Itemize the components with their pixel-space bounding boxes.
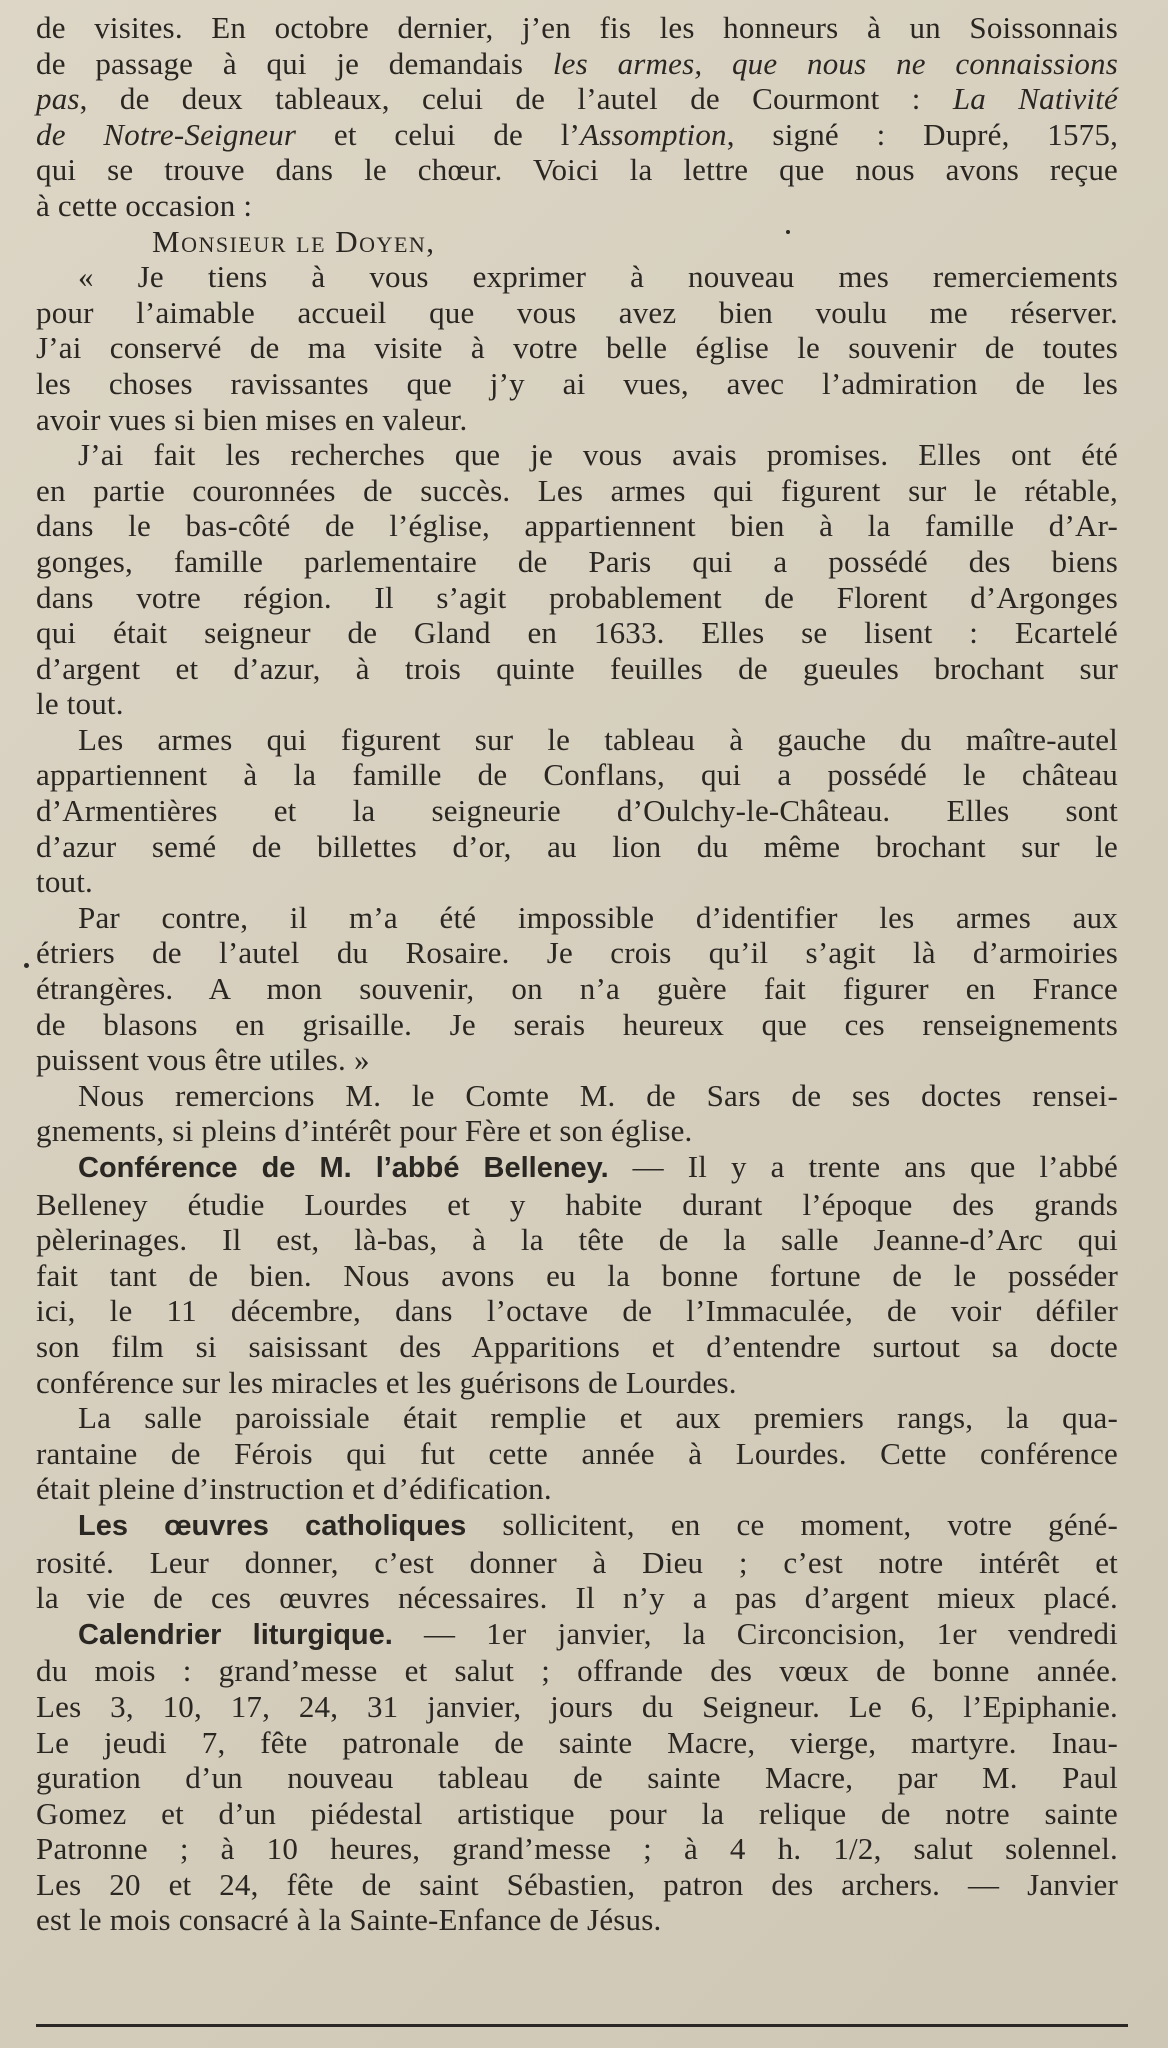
text-line: qui était seigneur de Gland en 1633. Elles se lisent : Ecartelé	[36, 615, 1118, 651]
text-line: rosité. Leur donner, c’est donner à Dieu ; c’est notre intérêt et	[36, 1544, 1118, 1580]
text-line: étrangères. A mon souvenir, on n’a guère fait figurer en France	[36, 971, 1118, 1007]
text-line: fait tant de bien. Nous avons eu la bonne fortune de le posséder	[36, 1257, 1118, 1293]
text-line: d’Armentières et la seigneurie d’Oulchy-le-Château. Elles sont	[36, 793, 1118, 829]
text-line: Nous remercions M. le Comte M. de Sars de ses doctes rensei-	[78, 1077, 1118, 1113]
section-heading-line: Calendrier liturgique. — 1er janvier, la Circoncision, 1er vendredi	[78, 1615, 1118, 1651]
paragraph-letter-research	[36, 437, 1118, 722]
bold-heading: Calendrier liturgique.	[78, 1618, 393, 1651]
text-line: en partie couronnées de succès. Les armes qui figurent sur le rétable,	[36, 472, 1118, 508]
text-line: qui se trouve dans le chœur. Voici la lettre que nous avons reçue	[36, 152, 1118, 188]
text-line: de visites. En octobre dernier, j’en fis les honneurs à un Soissonnais	[36, 10, 1118, 45]
text-line: « Je tiens à vous exprimer à nouveau mes remerciements	[78, 259, 1118, 295]
text-line: pour l’aimable accueil que vous avez bien voulu me réserver.	[36, 294, 1118, 330]
text-line: la vie de ces œuvres nécessaires. Il n’y a pas d’argent mieux placé.	[36, 1580, 1118, 1616]
bottom-rule	[36, 2024, 1128, 2027]
text-line: gnements, si pleins d’intérêt pour Fère et son église.	[36, 1113, 693, 1149]
text-line: de blasons en grisaille. Je serais heureux que ces renseignements	[36, 1006, 1118, 1042]
text-line: d’argent et d’azur, à trois quinte feuilles de gueules brochant sur	[36, 650, 1118, 686]
text-line: de passage à qui je demandais les armes, que nous ne connaissions	[36, 45, 1118, 81]
text-line: Gomez et d’un piédestal artistique pour la relique de notre sainte	[36, 1795, 1118, 1831]
section-heading-line: Conférence de M. l’abbé Belleney. — Il y a trente ans que l’abbé	[78, 1149, 1118, 1184]
text-line: puissent vous être utiles. »	[36, 1042, 370, 1078]
paragraph-letter-thanks	[36, 259, 1118, 437]
text-line: guration d’un nouveau tableau de sainte Macre, par M. Paul	[36, 1760, 1118, 1796]
text-line: appartiennent à la famille de Conflans, qui a possédé le château	[36, 757, 1118, 793]
text-line: Le jeudi 7, fête patronale de sainte Macre, vierge, martyre. Inau-	[36, 1724, 1118, 1760]
paragraph-letter-rosaire	[36, 900, 1118, 1078]
text-line: pas, de deux tableaux, celui de l’autel de Courmont : La Nativité	[36, 81, 1118, 117]
text-line: de Notre-Seigneur et celui de l’Assomption, signé : Dupré, 1575,	[36, 116, 1119, 152]
text-line: Belleney étudie Lourdes et y habite durant l’époque des grands	[36, 1186, 1118, 1222]
paragraph-conference	[36, 1149, 1118, 1400]
text-line: gonges, famille parlementaire de Paris qui a possédé des biens	[36, 543, 1118, 579]
text-line: rantaine de Férois qui fut cette année à Lourdes. Cette conférence	[36, 1435, 1118, 1471]
text-line: d’azur semé de billettes d’or, au lion du même brochant sur le	[36, 828, 1118, 864]
text-line: les choses ravissantes que j’y ai vues, avec l’admiration de les	[36, 365, 1118, 401]
text-line: son film si saisissant des Apparitions et d’entendre surtout sa docte	[36, 1328, 1118, 1364]
paragraph-salle	[36, 1400, 1118, 1507]
text-line: ici, le 11 décembre, dans l’octave de l’Immaculée, de voir défiler	[36, 1293, 1118, 1329]
text-line: à cette occasion :	[36, 187, 253, 223]
text-line: étriers de l’autel du Rosaire. Je crois qu’il s’agit là d’armoiries	[36, 935, 1118, 971]
section-heading-line: Les œuvres catholiques sollicitent, en ce moment, votre géné-	[78, 1506, 1118, 1542]
text-line: était pleine d’instruction et d’édification.	[36, 1471, 552, 1507]
text-line: Les armes qui figurent sur le tableau à gauche du maître-autel	[78, 721, 1118, 757]
letter-salutation: Monsieur le Doyen,	[152, 223, 436, 259]
paragraph-thanks-comte	[36, 1078, 1118, 1149]
text-line: le tout.	[36, 686, 124, 722]
paragraph-oeuvres	[36, 1507, 1118, 1616]
text-line: La salle paroissiale était remplie et aux premiers rangs, la qua-	[78, 1400, 1118, 1436]
text-line: Les 3, 10, 17, 24, 31 janvier, jours du Seigneur. Le 6, l’Epiphanie.	[36, 1688, 1118, 1724]
ink-speck	[24, 963, 29, 968]
text-line: est le mois consacré à la Sainte-Enfance de Jésus.	[36, 1902, 662, 1938]
italic-phrase: les armes, que nous ne connaissions	[552, 45, 1118, 81]
text-line: avoir vues si bien mises en valeur.	[36, 401, 468, 437]
italic-phrase: de Notre-Seigneur	[36, 116, 297, 152]
paragraph-letter-conflans	[36, 722, 1118, 900]
ink-speck	[786, 230, 790, 234]
text-line: du mois : grand’messe et salut ; offrande des vœux de bonne année.	[36, 1653, 1118, 1689]
italic-phrase: La Nativité	[952, 81, 1118, 117]
text-line: tout.	[36, 864, 93, 900]
text-line: dans le bas-côté de l’église, appartiennent bien à la famille d’Ar-	[36, 508, 1118, 544]
paragraph-intro	[36, 10, 1118, 224]
italic-phrase: pas	[36, 81, 80, 117]
text-line: Les 20 et 24, fête de saint Sébastien, patron des archers. — Janvier	[36, 1866, 1118, 1902]
text-line: Par contre, il m’a été impossible d’identifier les armes aux	[78, 899, 1118, 935]
text-line: pèlerinages. Il est, là-bas, à la tête de la salle Jeanne-d’Arc qui	[36, 1222, 1118, 1258]
text-line: dans votre région. Il s’agit probablement de Florent d’Argonges	[36, 579, 1118, 615]
text-line: conférence sur les miracles et les guérisons de Lourdes.	[36, 1364, 737, 1400]
text-line: J’ai fait les recherches que je vous avais promises. Elles ont été	[78, 437, 1118, 473]
text-line: J’ai conservé de ma visite à votre belle église le souvenir de toutes	[36, 330, 1118, 366]
italic-phrase: Assomption	[580, 116, 727, 152]
text-line: Patronne ; à 10 heures, grand’messe ; à 4 h. 1/2, salut solennel.	[36, 1831, 1118, 1867]
paragraph-calendrier	[36, 1616, 1118, 1938]
bold-heading: Conférence de M. l’abbé Belleney.	[78, 1152, 609, 1184]
bold-heading: Les œuvres catholiques	[78, 1509, 467, 1542]
document-body	[36, 10, 1118, 1938]
